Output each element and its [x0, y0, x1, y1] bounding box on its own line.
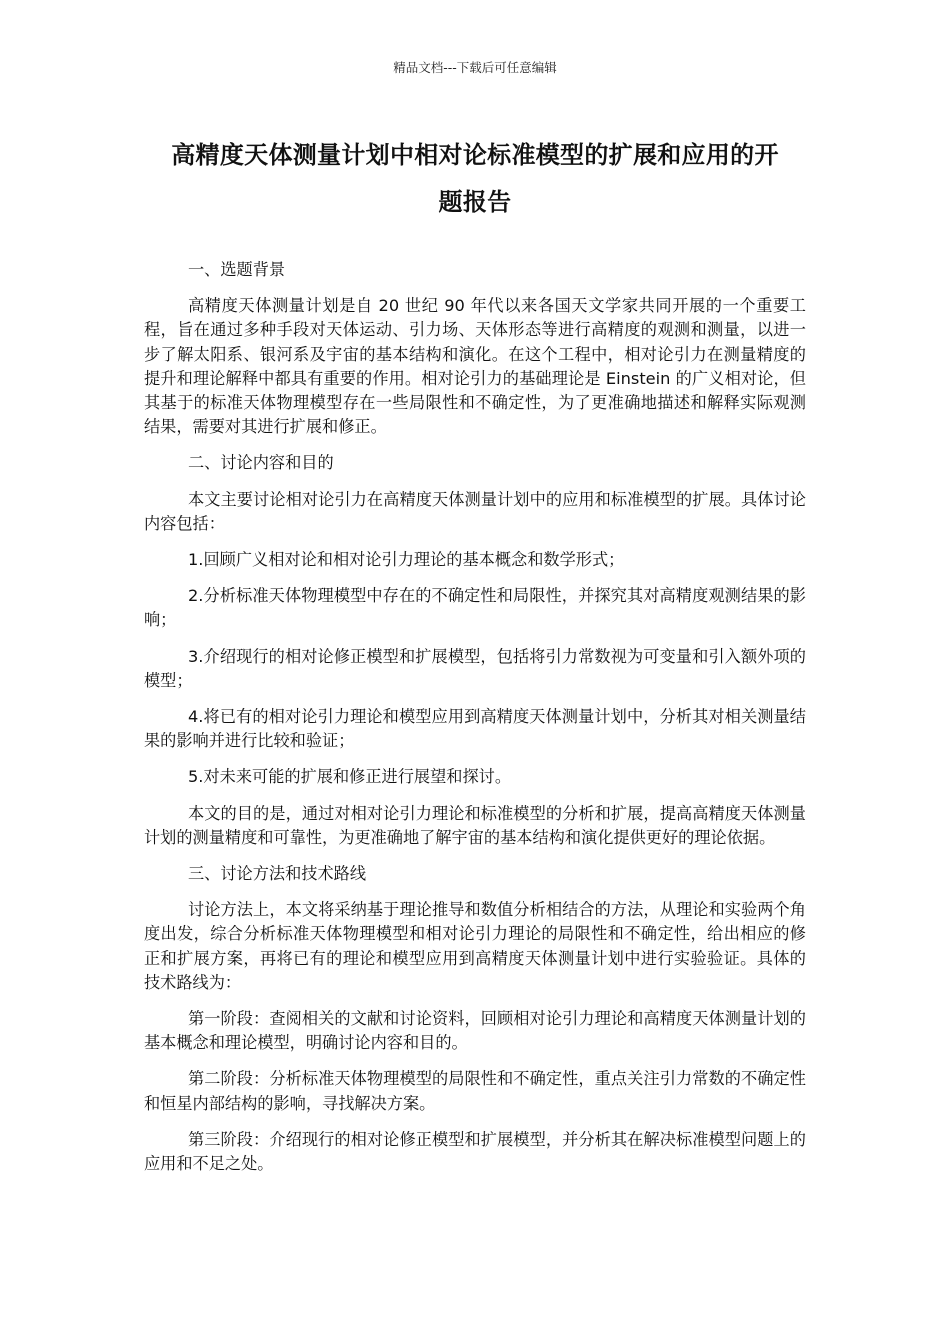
paragraph-background: 高精度天体测量计划是自 20 世纪 90 年代以来各国天文学家共同开展的一个重要工程，旨在通过多种手段对天体运动、引力场、天体形态等进行高精度的观测和测量，以进一步了解太阳系、银河系及宇宙的基本结构和演化。在这个工程中，相对论引力在测量精度的提升和理论解释中都具有重要的作用。相对论引力的基础理论是 Einstein 的广义相对论，但其基于的标准天体物理模型存在一些局限性和不确定性，为了更准确地描述和解释实际观测结果，需要对其进行扩展和修正。 — [144, 296, 806, 437]
paragraph-purpose: 本文的目的是，通过对相对论引力理论和标准模型的分析和扩展，提高高精度天体测量计划的测量精度和可靠性，为更准确地了解宇宙的基本结构和演化提供更好的理论依据。 — [144, 803, 806, 847]
paragraph-stage-1: 第一阶段：查阅相关的文献和讨论资料，回顾相对论引力理论和高精度天体测量计划的基本概念和理论模型，明确讨论内容和目的。 — [144, 1009, 806, 1053]
section-heading-background: 一、选题背景 — [188, 260, 286, 279]
paragraph-stage-2: 第二阶段：分析标准天体物理模型的局限性和不确定性，重点关注引力常数的不确定性和恒星内部结构的影响，寻找解决方案。 — [144, 1069, 806, 1113]
list-item-5: 5.对未来可能的扩展和修正进行展望和探讨。 — [188, 767, 512, 787]
section-heading-method: 三、讨论方法和技术路线 — [188, 864, 367, 884]
list-item-3: 3.介绍现行的相对论修正模型和扩展模型，包括将引力常数视为可变量和引入额外项的模型； — [144, 646, 806, 690]
title-line-2: 题报告 — [438, 188, 512, 216]
section-heading-content: 二、讨论内容和目的 — [188, 453, 334, 473]
list-item-2: 2.分析标准天体物理模型中存在的不确定性和局限性，并探究其对高精度观测结果的影响； — [144, 586, 806, 630]
document-title — [150, 132, 800, 226]
list-item-4: 4.将已有的相对论引力理论和模型应用到高精度天体测量计划中，分析其对相关测量结果的影响并进行比较和验证； — [144, 707, 806, 751]
title-line-1: 高精度天体测量计划中相对论标准模型的扩展和应用的开 — [171, 141, 779, 169]
paragraph-stage-3: 第三阶段：介绍现行的相对论修正模型和扩展模型，并分析其在解决标准模型问题上的应用和不足之处。 — [144, 1129, 806, 1174]
paragraph-method: 讨论方法上，本文将采纳基于理论推导和数值分析相结合的方法，从理论和实验两个角度出发，综合分析标准天体物理模型和相对论引力理论的局限性和不确定性，给出相应的修正和扩展方案，再将已有的理论和模型应用到高精度天体测量计划中进行实验验证。具体的技术路线为： — [144, 900, 806, 992]
document-body — [144, 258, 806, 1188]
header-note: 精品文档---下载后可任意编辑 — [393, 60, 557, 75]
list-item-1: 1.回顾广义相对论和相对论引力理论的基本概念和数学形式； — [188, 550, 625, 570]
paragraph-content-intro: 本文主要讨论相对论引力在高精度天体测量计划中的应用和标准模型的扩展。具体讨论内容包括： — [144, 489, 806, 533]
